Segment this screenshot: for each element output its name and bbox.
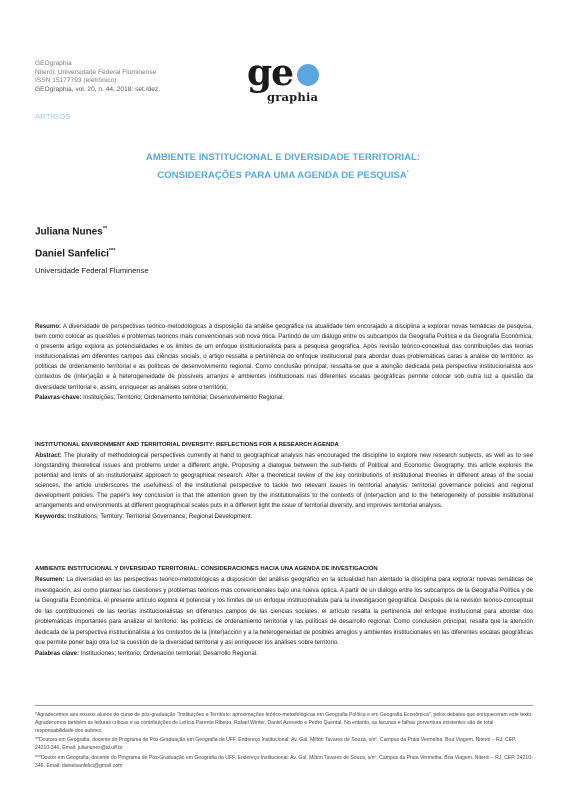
footnotes — [35, 705, 533, 773]
title-line-2: CONSIDERAÇÕES PARA UMA AGENDA DE PESQUISA* — [157, 169, 409, 181]
title-line-1: AMBIENTE INSTITUCIONAL E DIVERSIDADE TERRITORIAL: — [145, 152, 421, 163]
affiliation: Universidade Federal Fluminense — [35, 266, 149, 275]
resumo-section — [35, 322, 533, 403]
footnote-acknowledgements: *Agradecemos aos nossos alunos do curso de pós-graduação "Instituições e Território: aproximações teórico-metodológicas em Geografia Política e em Geografia Econômica", pelos debates que enriqueceram este texto. Agradecemos também as leituras críticas e as contribuições de Letícia Parente Ribeiro, Rafael Winter, Daniel Azevedo e Pedro Quental. No entanto, as lacunas e falhas porventura existentes são de total responsabilidade dos autores. — [35, 712, 533, 734]
author-footnote-mark: *** — [108, 248, 116, 254]
logo-graphia-text: graphia — [267, 90, 319, 104]
resumen-text: La diversidad en las perspectivas teórico-metodológicas a disposición del análisis geográfico en la actualidad han alentado la disciplina para explorar nuevas temáticas de investigación, así como plantear las cuestiones y problemas teóricos mas convencionales bajo una nueva óptica. A partir de un dialogo entre los subcampos de la Geografía Política y de la Geografía Económica, el presente artículo explora el potencial y los límites de un enfoque institucionalista para la investigación geográfica. Después de la revisión teórico-conceptual de las contribuciones de las teorías institucionalistas en diferentes campos de las ciencias sociales, el artículo resalta la pertinencia del enfoque institucional para abordar dos problemáticas importantes para analizar el territorio: las políticas de ordenamiento territorial y las políticas de desarrollo regional. Como conclusión principal, resalta que la atención dedicada de la perspectiva institucionalista a los contextos de la (inter)acción y a la heterogeneidad de posibles arreglos y ambientes institucionales en las diferentes escalas geográficas que permite poner bajo otra luz la cuestión de la diversidad territorial y así enriquecer los análises sobre territorio. — [35, 577, 533, 646]
resumen-section — [35, 575, 533, 659]
resumo-label: Resumo: — [35, 323, 62, 330]
resumen-label: Resumen: — [35, 577, 65, 583]
author-1 — [35, 226, 107, 237]
journal-info — [35, 60, 160, 94]
resumen-paragraph — [35, 575, 533, 649]
article-title — [40, 150, 526, 183]
keywords-label: Palabras clave: — [35, 650, 80, 657]
footnote-author-1: **Doutora em Geografia, docente do Programa de Pós-Graduação em Geografia da UFF. Endereço Institucional: Av. Gal. Milton Tavares de Souza, s/nº, Campus da Praia Vermelha. Boa Viagem. Niterói – RJ, CEP. 24210-346. Email: julianunes@id.uff.br — [35, 737, 517, 752]
resumo-paragraph — [35, 322, 533, 393]
title-footnote-mark: * — [406, 169, 409, 176]
section-label: ARTIGOS — [35, 112, 71, 121]
author-name: Daniel Sanfelici — [35, 248, 109, 260]
keywords-text: Instituições; Território; Ordenamento territorial; Desenvolvimento Regional. — [83, 393, 285, 401]
keywords-label: Palavras-chave: — [35, 393, 82, 401]
journal-publisher: Niterói, Universidade Federal Fluminense — [35, 68, 157, 76]
resumen-heading: AMBIENTE INSTITUCIONAL Y DIVERSIDAD TERRITORIAL: CONSIDERACIONES HACIA UNA AGENDA DE INVESTIGACIÓN — [35, 566, 378, 572]
journal-issue: GEOgraphia, vol. 20, n. 44, 2018: set./dez. — [35, 85, 160, 93]
abstract-heading: INSTITUTIONAL ENVIRONMENT AND TERRITORIAL DIVERSITY: REFLECTIONS FOR A RESEARCH AGENDA — [35, 442, 339, 448]
abstract-section — [35, 451, 533, 522]
author-footnote-mark: ** — [102, 226, 108, 232]
resumen-keywords — [35, 649, 533, 660]
keywords-text: Institutions; Territory; Territorial Governance; Regional Development. — [67, 512, 253, 520]
author-name: Juliana Nunes — [35, 226, 103, 238]
logo-dot — [297, 64, 319, 86]
keywords-label: Keywords: — [35, 512, 67, 520]
footnote-author-2: ***Doutor em Geografia, docente do Programa de Pós-Graduação em Geografia da UFF. Endereço Institucional: Av. Gal. Milton Tavares de Souza, s/nº, Campus da Praia Vermelha. Boa Viagem. Niterói – RJ, CEP. 24210-346. Email: danielsanfelici@gmail.com — [35, 754, 533, 769]
abstract-keywords — [35, 512, 533, 522]
author-2 — [35, 248, 115, 259]
keywords-text: Instituciones; territorio; Ordenación territorial; Desarrollo Regional. — [80, 650, 258, 657]
geographia-logo — [247, 52, 327, 108]
resumo-text: A diversidade de perspectivas teórico-metodológicas à disposição da análise geográfica na atualidade tem encorajado a disciplina a explorar novas temáticas de pesquisa, bem como colocar as questões e problemas teóricos mais convencionais sob nova ótica. Partindo de um diálogo entre os subcampos da Geografia Política e da Geografia Econômica, o presente artigo explora as potencialidades e os limites de um enfoque institucionalista para a pesquisa geográfica. Após revisão teórico-conceitual das contribuições das teorias institucionalistas em diferentes campos das ciências sociais, o artigo ressalta a pertinência do enfoque institucional para abordar duas problemáticas caras à análise do território: as políticas de ordenamento territorial e as políticas de desenvolvimento regional. Como conclusão principal, ressalta-se que a atenção dedicada pela perspectiva institucionalista aos contextos de (inter)ação e à heterogeneidade de possíveis arranjos e ambientes institucionais nas diferentes escalas geográficas permite colocar sob outra luz a questão da diversidade territorial e, assim, enriquecer as análises sobre o território. — [35, 323, 533, 391]
journal-name: GEOgraphia — [35, 60, 72, 67]
resumo-keywords — [35, 393, 533, 403]
abstract-paragraph — [35, 451, 533, 512]
logo-ge-text: ge — [247, 52, 294, 94]
abstract-label: Abstract: — [35, 452, 62, 459]
journal-issn: ISSN 15177793 (eletrônico) — [35, 77, 117, 85]
abstract-text: The plurality of methodological perspectives currently at hand to geographical analysis has encouraged the discipline to explore new research subjects, as well as to see longstanding theoretical issues and problems under a different angle. Proposing a dialogue between the sub-fields of Political and Economic Geography, this article explores the potential and limits of an institutionalist approach to geographical research. After a theoretical review of the key contributions of institutional theories in different areas of the social sciences, the article underscores the usefulness of the institutional perspective to tackle two relevant issues in territorial analysis: territorial governance policies and regional development policies. The paper's key conclusion is that the attention given by the institutionalists to the contexts of (inter)action and to the heterogeneity of possible institutional arrangements and environments at different geographical scales puts in a different light the issue of territorial diversity, and improves territorial analysis. — [35, 452, 533, 510]
